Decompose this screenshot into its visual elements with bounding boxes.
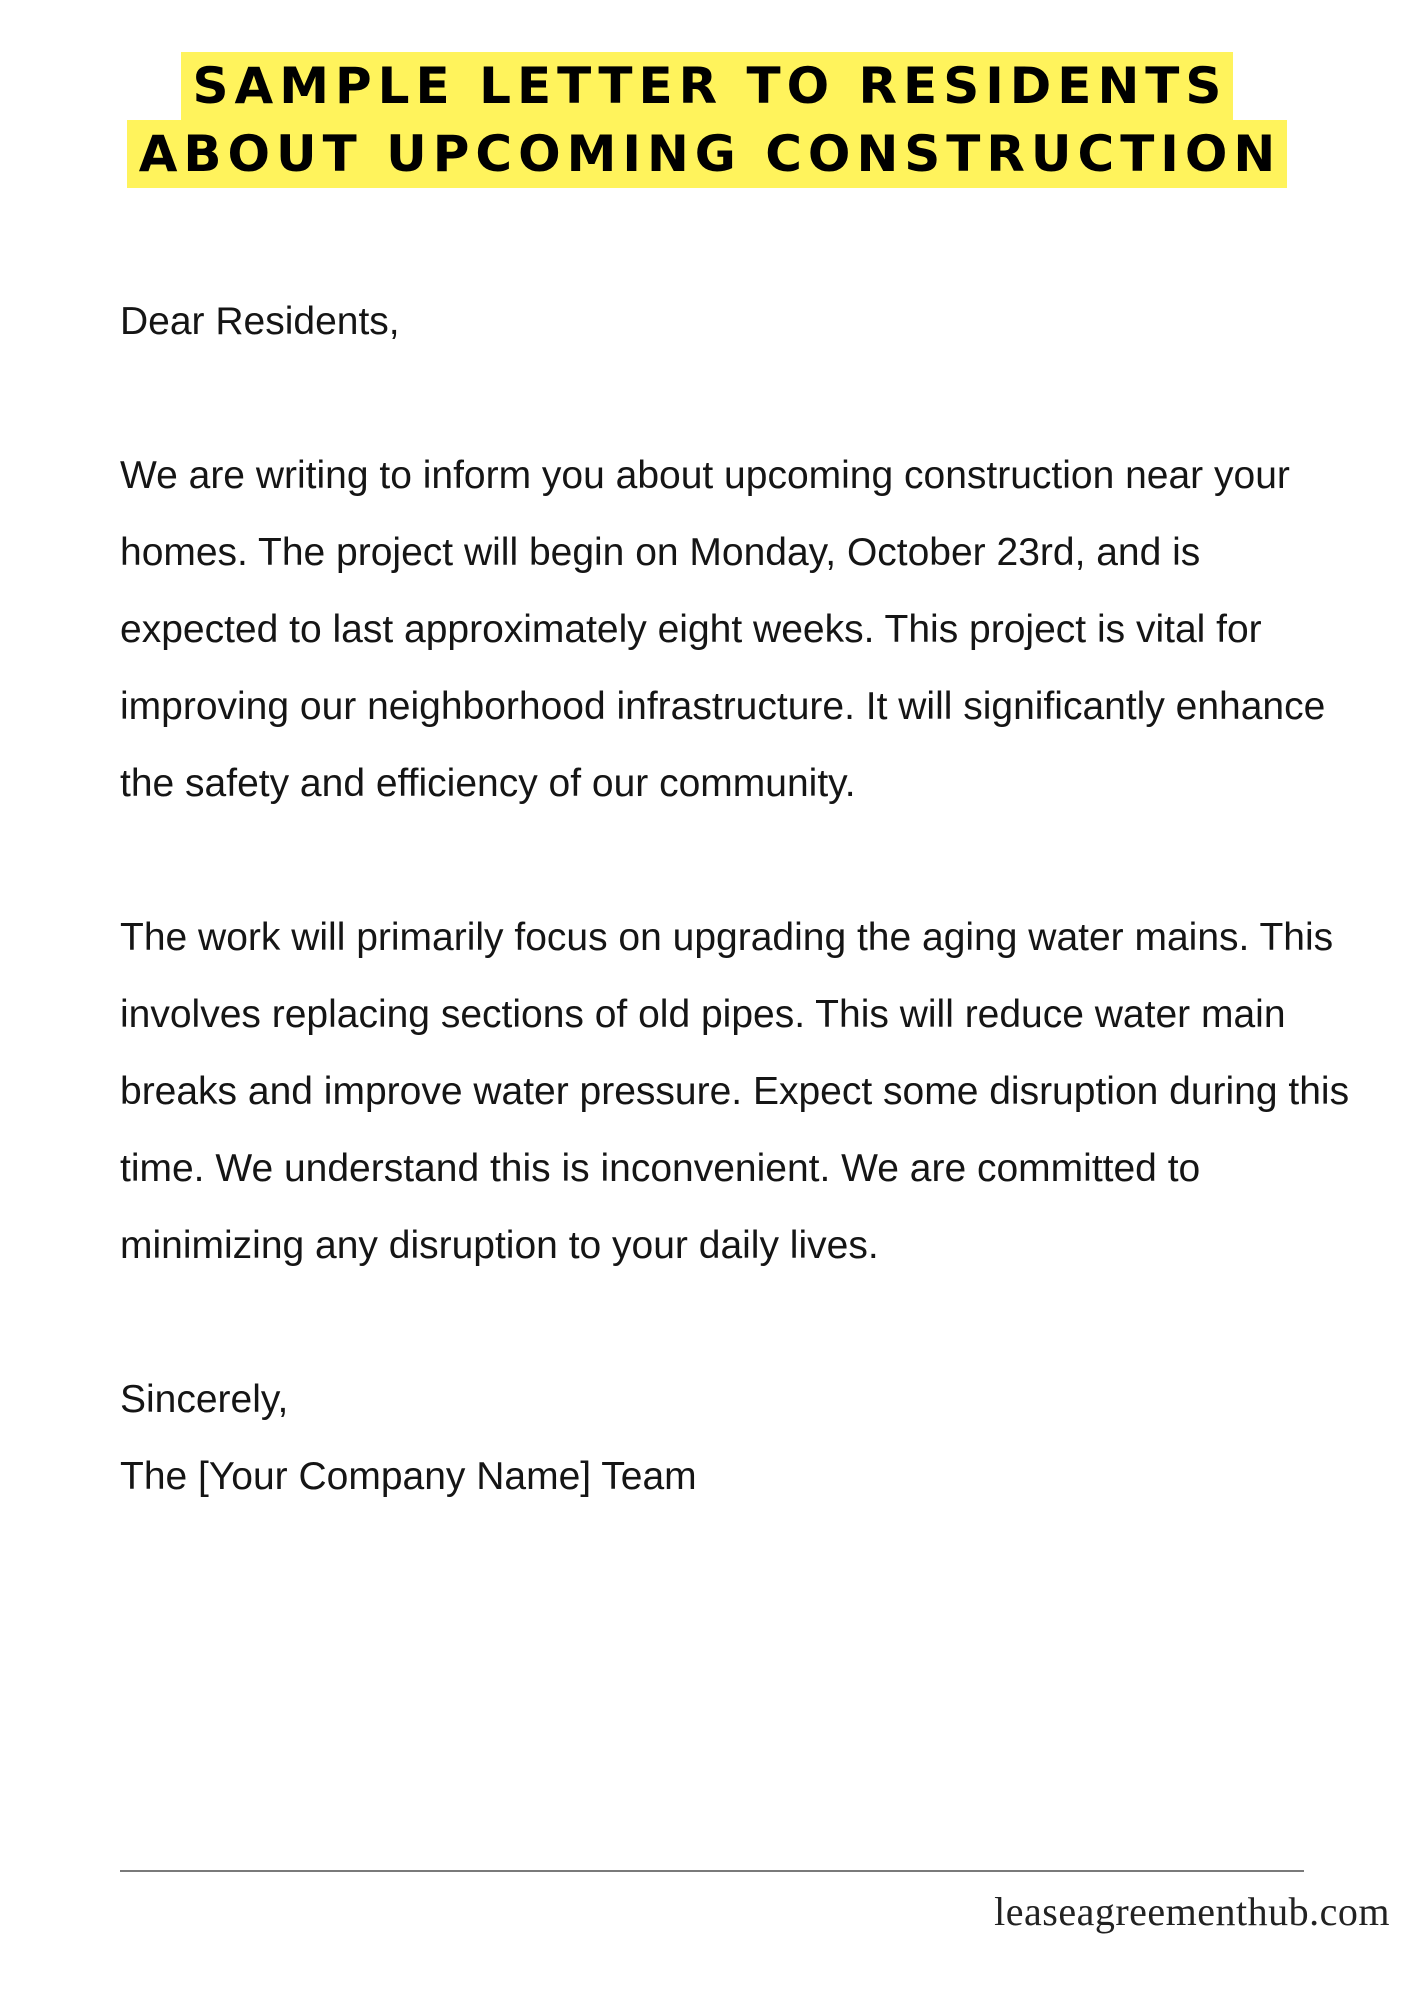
page-title [0, 52, 1414, 188]
title-line-2: ABOUT UPCOMING CONSTRUCTION [127, 120, 1288, 188]
letter-body [120, 283, 1360, 1515]
footer-site-name: leaseagreementhub.com [994, 1889, 1390, 1934]
letter-paragraph-2: The work will primarily focus on upgrading the aging water mains. This involves replacing sections of old pipes. This will reduce water main breaks and improve water pressure. Expect some disruption during this time. We understand this is inconvenient. We are committed to minimizing any disruption to your daily lives. [120, 916, 1350, 1267]
footer-divider [120, 1870, 1304, 1872]
letter-greeting: Dear Residents, [120, 300, 400, 343]
title-line-1: SAMPLE LETTER TO RESIDENTS [181, 52, 1234, 120]
letter-closing: Sincerely, [120, 1378, 289, 1421]
letter-signature: The [Your Company Name] Team [120, 1455, 697, 1498]
letter-paragraph-1: We are writing to inform you about upcoming construction near your homes. The project will begin on Monday, October 23rd, and is expected to last approximately eight weeks. This project is vital for improving our neighborhood infrastructure. It will significantly enhance the safety and efficiency of our community. [120, 454, 1326, 805]
